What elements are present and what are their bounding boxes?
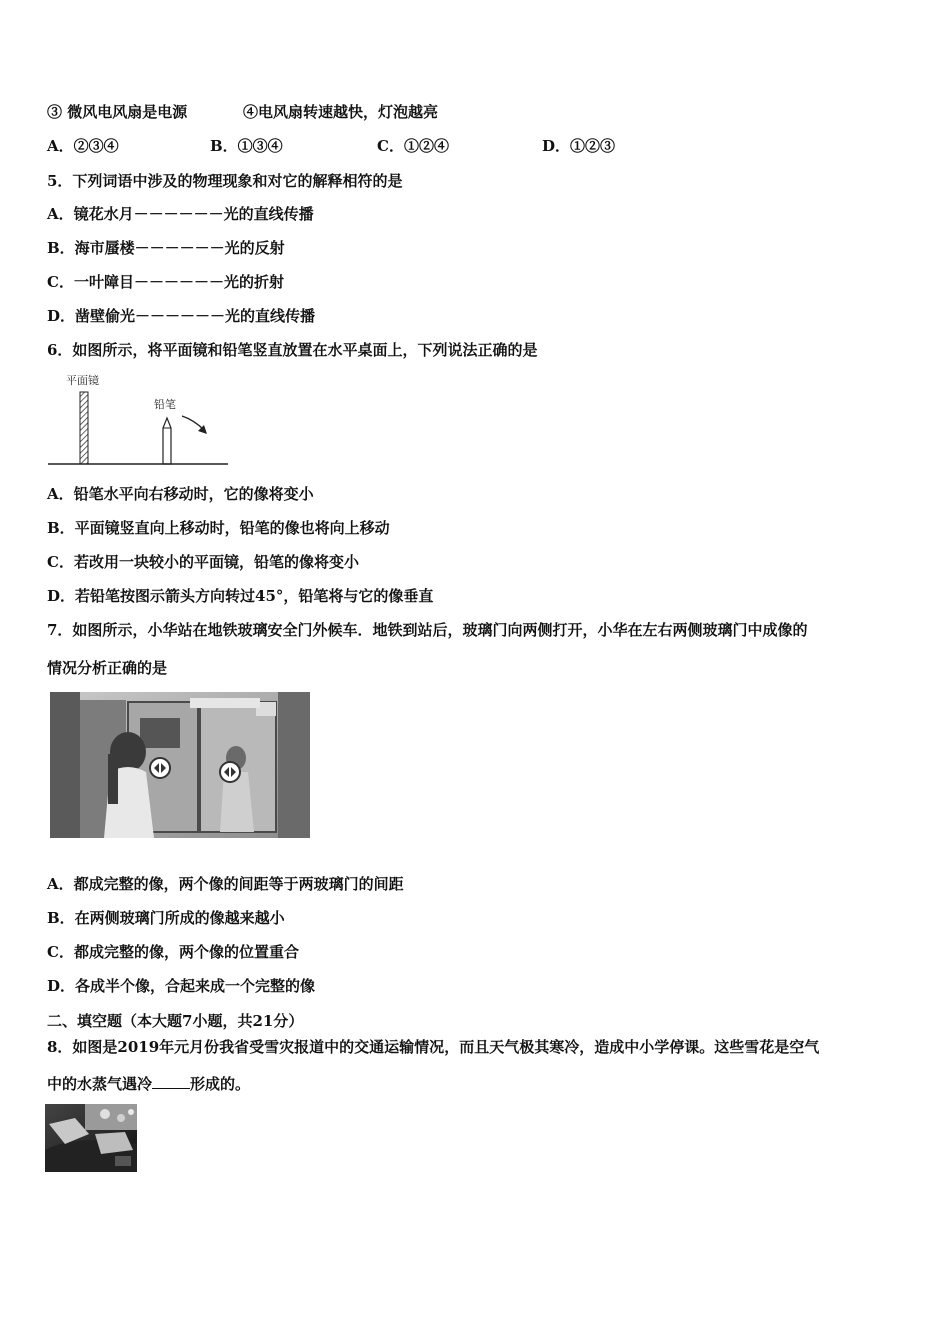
q4-option-b: B．①③④: [210, 137, 283, 155]
q8-answer-blank: [152, 1074, 190, 1089]
q8-stem-after-blank: 形成的。: [190, 1075, 251, 1093]
q7-subway-door-photo: [50, 692, 310, 838]
q7-option-b: B．在两侧玻璃门所成的像越来越小: [47, 909, 285, 927]
q6-mirror-pencil-figure: [46, 368, 230, 470]
q6-option-d: D．若铅笔按图示箭头方向转过45°，铅笔将与它的像垂直: [47, 587, 434, 605]
pencil-label: 铅笔: [154, 398, 176, 411]
q6-option-b: B．平面镜竖直向上移动时，铅笔的像也将向上移动: [47, 519, 390, 537]
q6-stem: 6．如图所示，将平面镜和铅笔竖直放置在水平桌面上，下列说法正确的是: [47, 341, 538, 359]
rotation-arrow: [182, 416, 204, 430]
q8-stem-line2: [47, 1074, 250, 1094]
section-2-heading: 二、填空题（本大题7小题，共21分）: [47, 1012, 304, 1030]
q4-option-a: A．②③④: [47, 137, 119, 155]
q5-option-c: C．一叶障目－－－－－－光的折射: [47, 273, 284, 291]
q7-stem-line1: 7．如图所示，小华站在地铁玻璃安全门外候车．地铁到站后，玻璃门向两侧打开，小华在左右两侧玻璃门中成像的: [47, 621, 808, 639]
q6-option-a: A．铅笔水平向右移动时，它的像将变小: [47, 485, 314, 503]
q8-snow-traffic-photo: [45, 1104, 137, 1172]
q5-option-a: A．镜花水月－－－－－－光的直线传播: [47, 205, 314, 223]
pencil: [163, 418, 171, 464]
q7-option-c: C．都成完整的像，两个像的位置重合: [47, 943, 299, 961]
q8-stem-line1: 8．如图是2019年元月份我省受雪灾报道中的交通运输情况，而且天气极其寒冷，造成中小学停课。这些雪花是空气: [47, 1038, 820, 1056]
plane-mirror: [80, 392, 88, 464]
q5-option-b: B．海市蜃楼－－－－－－光的反射: [47, 239, 285, 257]
q7-option-a: A．都成完整的像，两个像的间距等于两玻璃门的间距: [47, 875, 404, 893]
q4-item-4: ④电风扇转速越快，灯泡越亮: [243, 103, 439, 121]
q6-option-c: C．若改用一块较小的平面镜，铅笔的像将变小: [47, 553, 359, 571]
q4-item-3: ③ 微风电风扇是电源: [47, 103, 188, 121]
q5-stem: 5．下列词语中涉及的物理现象和对它的解释相符的是: [47, 172, 403, 190]
q5-option-d: D．凿壁偷光－－－－－－光的直线传播: [47, 307, 316, 325]
q4-option-c: C．①②④: [377, 137, 449, 155]
q7-option-d: D．各成半个像，合起来成一个完整的像: [47, 977, 316, 995]
mirror-label: 平面镜: [66, 374, 99, 387]
q4-option-d: D．①②③: [542, 137, 616, 155]
q8-stem-before-blank: 中的水蒸气遇冷: [47, 1075, 153, 1093]
q7-stem-line2: 情况分析正确的是: [47, 659, 168, 677]
